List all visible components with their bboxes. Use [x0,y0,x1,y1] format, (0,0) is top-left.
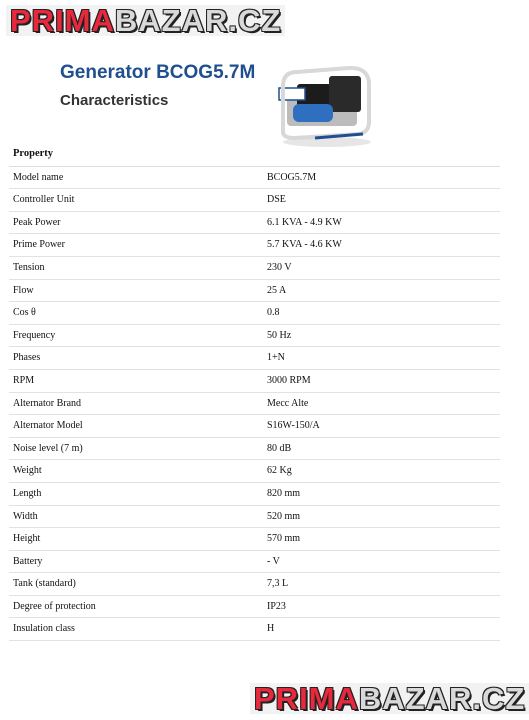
property-value: - V [267,555,280,567]
table-row [9,483,500,506]
property-value: BCOG5.7M [267,171,317,183]
table-row [9,393,500,416]
table-row [9,302,500,325]
table-row [9,528,500,551]
property-label: Phases [13,352,41,364]
watermark-part1: PRIMA [254,681,359,716]
table-row [9,506,500,529]
property-value: 7,3 L [267,578,289,590]
property-label: Frequency [13,329,56,341]
table-row [9,257,500,280]
property-label: Alternator Model [13,420,83,432]
characteristics-table [9,143,500,641]
property-value: Mecc Alte [267,397,309,409]
property-value: 5.7 KVA - 4.6 KW [267,239,342,251]
property-label: Weight [13,465,42,477]
property-label: RPM [13,374,35,386]
table-header-property: Property [9,143,500,167]
table-row [9,167,500,190]
property-value: 6.1 KVA - 4.9 KW [267,216,342,228]
property-value: 50 Hz [267,329,292,341]
property-value: 80 dB [267,442,292,454]
property-label: Width [13,510,38,522]
property-value: 1+N [267,352,285,364]
property-label: Insulation class [13,623,75,635]
table-row [9,347,500,370]
property-label: Tank (standard) [13,578,76,590]
watermark-part2: BAZAR.CZ [114,3,282,38]
table-row [9,370,500,393]
table-row [9,189,500,212]
table-row [9,460,500,483]
table-row [9,573,500,596]
watermark-part1: PRIMA [10,3,115,38]
property-value: 25 A [267,284,287,296]
property-value: 570 mm [267,533,301,545]
property-value: 820 mm [267,487,301,499]
page-title: Generator BCOG5.7M [60,62,256,83]
property-label: Alternator Brand [13,397,82,409]
table-row [9,280,500,303]
table-row [9,618,500,641]
table-row [9,551,500,574]
property-value: 520 mm [267,510,301,522]
property-label: Noise level (7 m) [13,442,83,454]
watermark-logo-bottom [250,683,529,714]
property-value: DSE [267,194,286,206]
property-label: Degree of protection [13,600,96,612]
property-value: 3000 RPM [267,374,311,386]
table-row [9,234,500,257]
property-value: IP23 [267,600,286,612]
table-row [9,325,500,348]
property-label: Height [13,533,41,545]
table-row [9,438,500,461]
table-body [9,167,500,641]
property-label: Prime Power [13,239,65,251]
watermark-part2: BAZAR.CZ [358,681,526,716]
property-label: Battery [13,555,43,567]
property-value: S16W-150/A [267,420,320,432]
property-label: Peak Power [13,216,61,228]
table-row [9,212,500,235]
section-subtitle: Characteristics [60,92,169,109]
property-label: Model name [13,171,64,183]
table-row [9,415,500,438]
property-value: 0.8 [267,307,280,319]
property-label: Cos θ [13,307,36,319]
property-value: 230 V [267,261,292,273]
property-label: Flow [13,284,34,296]
property-value: H [267,623,275,635]
property-value: 62 Kg [267,465,292,477]
generator-image [275,62,379,148]
property-label: Tension [13,261,45,273]
table-row [9,596,500,619]
property-label: Controller Unit [13,194,75,206]
watermark-logo-top [6,5,285,36]
property-label: Length [13,487,42,499]
